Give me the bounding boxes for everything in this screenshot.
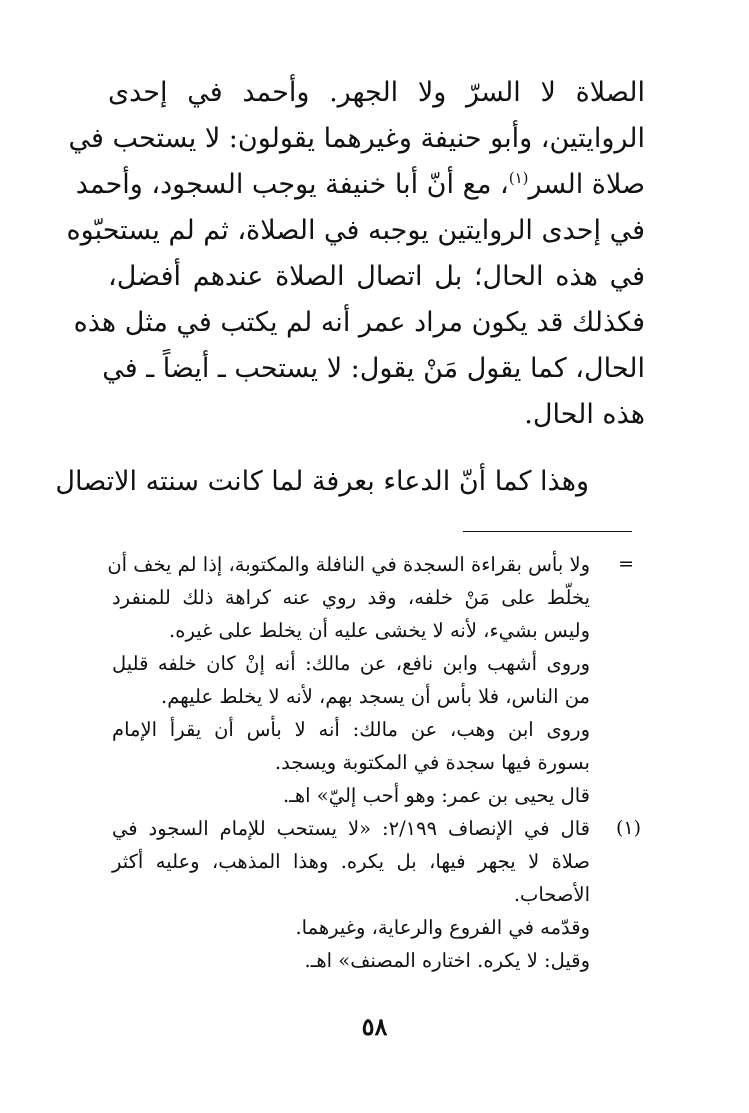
main-line-4: في إحدى الروايتين يوجبه في الصلاة، ثم لم يستحبّوه (66, 215, 645, 246)
footnote-continuation-line-1: ولا بأس بقراءة السجدة في النافلة والمكتوبة، إذا لم يخف أن (107, 553, 590, 576)
continuation-marker: = (618, 553, 634, 575)
footnote-continuation-line-8: قال يحيى بن عمر: وهو أحب إليّ» اهـ. (282, 784, 590, 807)
main-line-3-start: صلاة السر (528, 169, 645, 200)
footnote-separator (463, 531, 632, 532)
footnote-1-line-3: الأصحاب. (513, 883, 590, 906)
main-text (66, 70, 645, 438)
main-line-2: الروايتين، وأبو حنيفة وغيرهما يقولون: لا يستحب في (68, 123, 645, 154)
main-line-6: فكذلك قد يكون مراد عمر أنه لم يكتب في مثل هذه (73, 307, 645, 338)
main-line-3 (75, 162, 645, 208)
main-line-7: الحال، كما يقول مَنْ يقول: لا يستحب ـ أيضاً ـ في (102, 353, 645, 384)
footnote-continuation-line-3: وليس بشيء، لأنه لا يخشى عليه أن يخلط على غيره. (169, 619, 590, 642)
main-line-3-end: ، مع أنّ أبا خنيفة يوجب السجود، وأحمد (75, 169, 509, 200)
footnote-1-line-1: قال في الإنصاف ٢/١٩٩: «لا يستحب للإمام السجود في (112, 817, 590, 840)
next-paragraph: وهذا كما أنّ الدعاء بعرفة لما كانت سنته الاتصال (55, 466, 589, 497)
main-line-5: في هذه الحال؛ بل اتصال الصلاة عندهم أفضل، (108, 261, 645, 292)
footnote-continuation-line-5: من الناس، فلا بأس أن يسجد بهم، لأنه لا يخلط عليهم. (161, 685, 590, 708)
footnote-1-line-2: صلاة لا يجهر فيها، بل يكره. وهذا المذهب، وعليه أكثر (112, 850, 590, 873)
main-line-8: هذه الحال. (524, 399, 645, 430)
footnotes (107, 548, 590, 977)
footnote-continuation-line-6: وروى ابن وهب، عن مالك: أنه لا بأس أن يقرأ الإمام (112, 718, 590, 741)
footnote-continuation-line-7: بسورة فيها سجدة في المكتوبة ويسجد. (274, 751, 590, 774)
footnote-continuation-line-4: وروى أشهب وابن نافع، عن مالك: أنه إنْ كان خلفه قليل (112, 652, 590, 675)
footnote-1-line-4: وقدّمه في الفروع والرعاية، وغيرهما. (295, 916, 590, 939)
footnote-1-marker: (١) (615, 817, 641, 839)
footnote-continuation-line-2: يخلّط على مَنْ خلفه، وقد روي عنه كراهة ذلك للمنفرد (112, 586, 590, 609)
page-number: ٥٨ (361, 1012, 388, 1041)
main-line-1: الصلاة لا السرّ ولا الجهر. وأحمد في إحدى (108, 77, 645, 108)
footnote-reference-1[interactable]: (١) (508, 169, 529, 187)
footnote-1-line-5: وقيل: لا يكره. اختاره المصنف» اهـ. (304, 949, 590, 972)
